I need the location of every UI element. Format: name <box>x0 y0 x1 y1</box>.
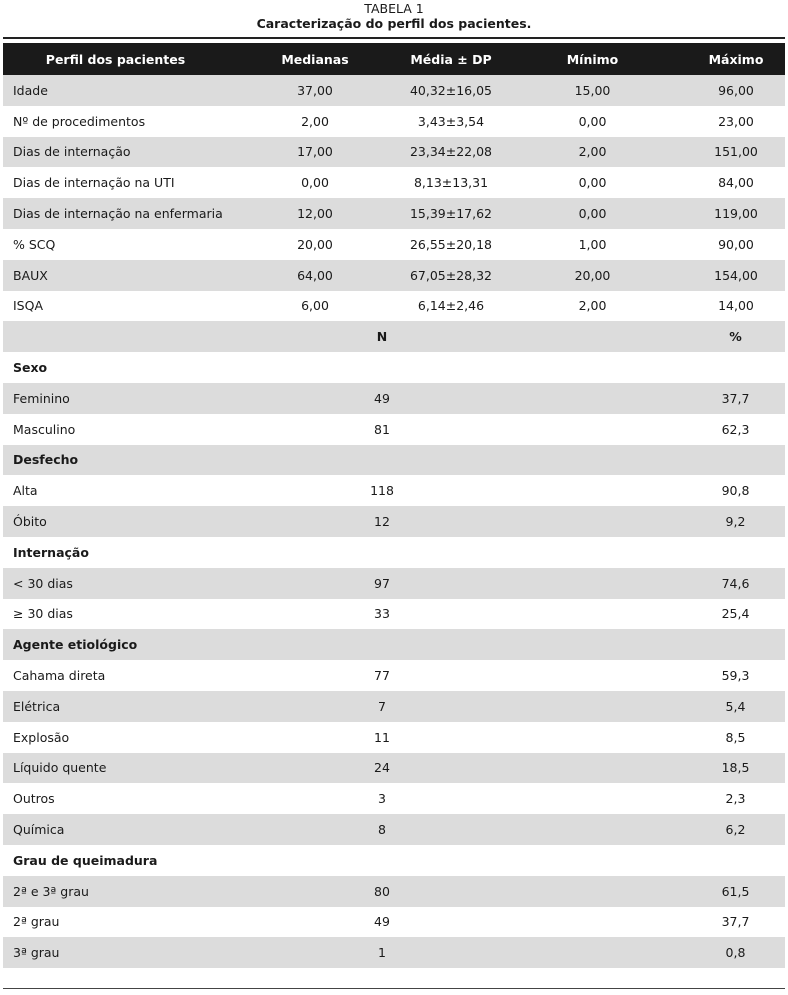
table-label: TABELA 1 <box>364 1 424 16</box>
row-label: Outros <box>13 791 55 807</box>
cell-pct: 37,7 <box>721 390 750 406</box>
cell-pct: 90,8 <box>721 483 750 499</box>
table-row <box>3 814 785 845</box>
cell-n: 49 <box>374 390 390 406</box>
row-label: Alta <box>13 483 38 499</box>
cell-maximo: 151,00 <box>714 144 758 160</box>
row-label: % SCQ <box>13 236 56 252</box>
cell-pct: 59,3 <box>721 668 750 684</box>
table-row <box>3 137 785 168</box>
cell-media-dp: 40,32±16,05 <box>409 82 493 98</box>
table-row <box>3 291 785 322</box>
row-label: Elétrica <box>13 698 61 714</box>
table-row <box>3 722 785 753</box>
cell-maximo: 84,00 <box>718 175 754 191</box>
patient-profile-table <box>3 43 785 968</box>
cell-n: 8 <box>378 822 386 838</box>
row-label: 2ª grau <box>13 914 60 930</box>
row-label: Feminino <box>13 390 70 406</box>
row-label: Nº de procedimentos <box>13 113 146 129</box>
cell-minimo: 2,00 <box>578 298 607 314</box>
cell-mediana: 12,00 <box>297 206 333 222</box>
row-label: 3ª grau <box>13 945 60 961</box>
row-label: Dias de internação na enfermaria <box>13 206 223 222</box>
cell-media-dp: 8,13±13,31 <box>413 175 489 191</box>
row-label: Dias de internação na UTI <box>13 175 175 191</box>
cell-pct: 5,4 <box>725 698 746 714</box>
cell-n: 24 <box>374 760 390 776</box>
cell-pct: 74,6 <box>721 575 750 591</box>
header-minimo: Mínimo <box>536 43 649 75</box>
section-row <box>3 537 785 568</box>
header-row <box>3 43 785 75</box>
cell-minimo: 1,00 <box>578 236 607 252</box>
cell-maximo: 23,00 <box>718 113 754 129</box>
cell-pct: 18,5 <box>721 760 750 776</box>
cell-media-dp: 26,55±20,18 <box>409 236 493 252</box>
cell-n: 7 <box>378 698 386 714</box>
table-row <box>3 198 785 229</box>
cell-n: 1 <box>378 945 386 961</box>
table-row <box>3 876 785 907</box>
subheader-n: N <box>376 329 388 345</box>
cell-minimo: 15,00 <box>574 82 611 98</box>
cell-n: 118 <box>370 483 394 499</box>
row-label: < 30 dias <box>13 575 73 591</box>
header-medianas: Medianas <box>228 43 358 75</box>
cell-minimo: 0,00 <box>578 175 607 191</box>
cell-n: 81 <box>374 421 390 437</box>
table-row <box>3 907 785 938</box>
bottom-rule <box>3 988 785 989</box>
table-row <box>3 260 785 291</box>
cell-n: 49 <box>374 914 390 930</box>
cell-pct: 0,8 <box>725 945 746 961</box>
cell-n: 12 <box>374 514 390 530</box>
subheader-pct: % <box>729 329 742 345</box>
cell-minimo: 0,00 <box>578 113 607 129</box>
section-title: Internação <box>13 544 89 560</box>
cell-mediana: 37,00 <box>297 82 333 98</box>
row-label: Explosão <box>13 729 70 745</box>
cell-pct: 25,4 <box>721 606 750 622</box>
table-row <box>3 75 785 106</box>
table-row <box>3 568 785 599</box>
section-title: Sexo <box>13 360 48 376</box>
cell-n: 3 <box>378 791 386 807</box>
row-label: Cahama direta <box>13 668 106 684</box>
row-label: Química <box>13 822 65 838</box>
row-label: Masculino <box>13 421 76 437</box>
cell-pct: 8,5 <box>725 729 746 745</box>
table-row <box>3 691 785 722</box>
cell-media-dp: 23,34±22,08 <box>409 144 493 160</box>
row-label: Óbito <box>13 514 47 530</box>
section-title: Agente etiológico <box>13 637 138 653</box>
row-label: Idade <box>13 82 48 98</box>
cell-pct: 9,2 <box>725 514 746 530</box>
cell-maximo: 96,00 <box>718 82 754 98</box>
cell-n: 80 <box>374 883 390 899</box>
cell-pct: 62,3 <box>721 421 750 437</box>
table-row <box>3 414 785 445</box>
cell-minimo: 2,00 <box>578 144 607 160</box>
cell-n: 11 <box>374 729 390 745</box>
table-row <box>3 229 785 260</box>
cell-mediana: 6,00 <box>301 298 329 314</box>
cell-mediana: 20,00 <box>297 236 333 252</box>
cell-mediana: 17,00 <box>297 144 333 160</box>
cell-media-dp: 3,43±3,54 <box>417 113 485 129</box>
cell-pct: 6,2 <box>725 822 746 838</box>
table-row <box>3 106 785 137</box>
cell-mediana: 2,00 <box>301 113 329 129</box>
header-media-dp: Média ± DP <box>358 43 536 75</box>
cell-media-dp: 6,14±2,46 <box>417 298 485 314</box>
row-label: ISQA <box>13 298 44 314</box>
cell-minimo: 0,00 <box>578 206 607 222</box>
cell-maximo: 14,00 <box>718 298 754 314</box>
row-label: Líquido quente <box>13 760 107 776</box>
table-row <box>3 167 785 198</box>
cell-mediana: 0,00 <box>301 175 329 191</box>
cell-minimo: 20,00 <box>574 267 611 283</box>
section-title: Grau de queimadura <box>13 852 158 868</box>
row-label: BAUX <box>13 267 48 283</box>
row-label: ≥ 30 dias <box>13 606 73 622</box>
table-row <box>3 660 785 691</box>
cell-maximo: 154,00 <box>714 267 758 283</box>
row-label: Dias de internação <box>13 144 131 160</box>
cell-maximo: 119,00 <box>714 206 758 222</box>
header-perfil: Perfil dos pacientes <box>3 43 228 75</box>
cell-maximo: 90,00 <box>718 236 754 252</box>
row-label: 2ª e 3ª grau <box>13 883 89 899</box>
table-row <box>3 753 785 784</box>
cell-pct: 61,5 <box>721 883 750 899</box>
cell-n: 33 <box>374 606 390 622</box>
section-row <box>3 352 785 383</box>
table-row <box>3 937 785 968</box>
subheader-row <box>3 321 785 352</box>
section-title: Desfecho <box>13 452 79 468</box>
cell-pct: 37,7 <box>721 914 750 930</box>
table-caption <box>0 1 788 31</box>
header-maximo: Máximo <box>649 43 785 75</box>
cell-n: 97 <box>374 575 390 591</box>
table-row <box>3 506 785 537</box>
table-row <box>3 383 785 414</box>
cell-pct: 2,3 <box>725 791 746 807</box>
section-row <box>3 629 785 660</box>
table-row <box>3 599 785 630</box>
section-row <box>3 445 785 476</box>
table-row <box>3 475 785 506</box>
top-rule <box>3 37 785 39</box>
table-title: Caracterização do perfil dos pacientes. <box>256 16 532 31</box>
cell-media-dp: 67,05±28,32 <box>409 267 493 283</box>
section-row <box>3 845 785 876</box>
cell-media-dp: 15,39±17,62 <box>409 206 493 222</box>
table-row <box>3 783 785 814</box>
cell-mediana: 64,00 <box>297 267 333 283</box>
cell-n: 77 <box>374 668 390 684</box>
